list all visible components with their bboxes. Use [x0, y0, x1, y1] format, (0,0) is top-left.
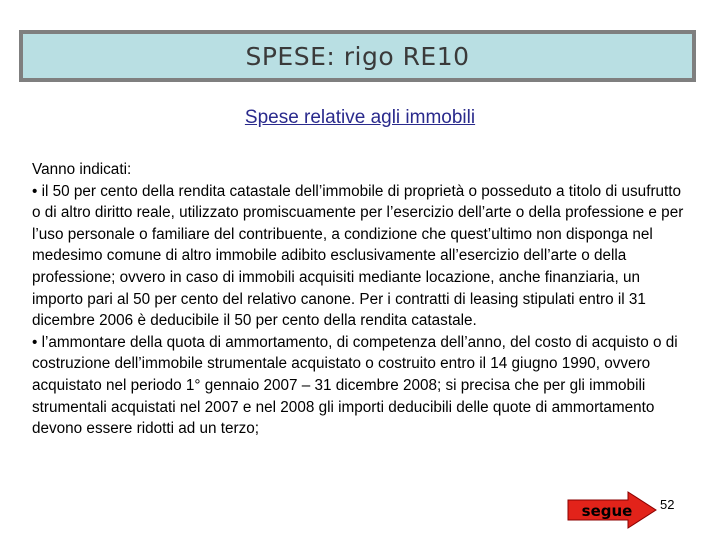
body-intro: Vanno indicati: [32, 161, 132, 178]
slide-title: SPESE: rigo RE10 [245, 41, 470, 71]
slide-title-box [19, 30, 696, 82]
slide-body [32, 159, 692, 440]
body-bullet-2: • l’ammontare della quota di ammortamento, di competenza dell’anno, del costo di acquisto o di costruzione dell’immobile strumentale acquistato o costruito entro il 14 giugno 1990, ovvero acquistato nel periodo 1° gennaio 2007 – 31 dicembre 2008; si precisa che per gli immobili strumentali acquistati nel 2007 e nel 2008 gli importi deducibili delle quote di ammortamento devono essere ridotti ad un terzo; [32, 333, 678, 438]
next-button-label: segue [581, 502, 633, 520]
page-number: 52 [660, 497, 675, 512]
slide-subtitle: Spese relative agli immobili [244, 107, 476, 128]
body-bullet-1: • il 50 per cento della rendita catastale dell’immobile di proprietà o posseduto a titolo di usufrutto o di altro diritto reale, utilizzato promiscuamente per l’esercizio dell’arte o della professione e per l’uso personale o familiare del contribuente, a condizione che quest’ultimo non disponga nel medesimo comune di altro immobile adibito esclusivamente all’esercizio dell’arte o della professione; ovvero in caso di immobili acquisiti mediante locazione, anche finanziaria, un importo pari al 50 per cento del relativo canone. Per i contratti di leasing stipulati entro il 31 dicembre 2006 è deducibile il 50 per cento della rendita catastale. [32, 182, 684, 330]
next-button[interactable] [566, 490, 662, 530]
